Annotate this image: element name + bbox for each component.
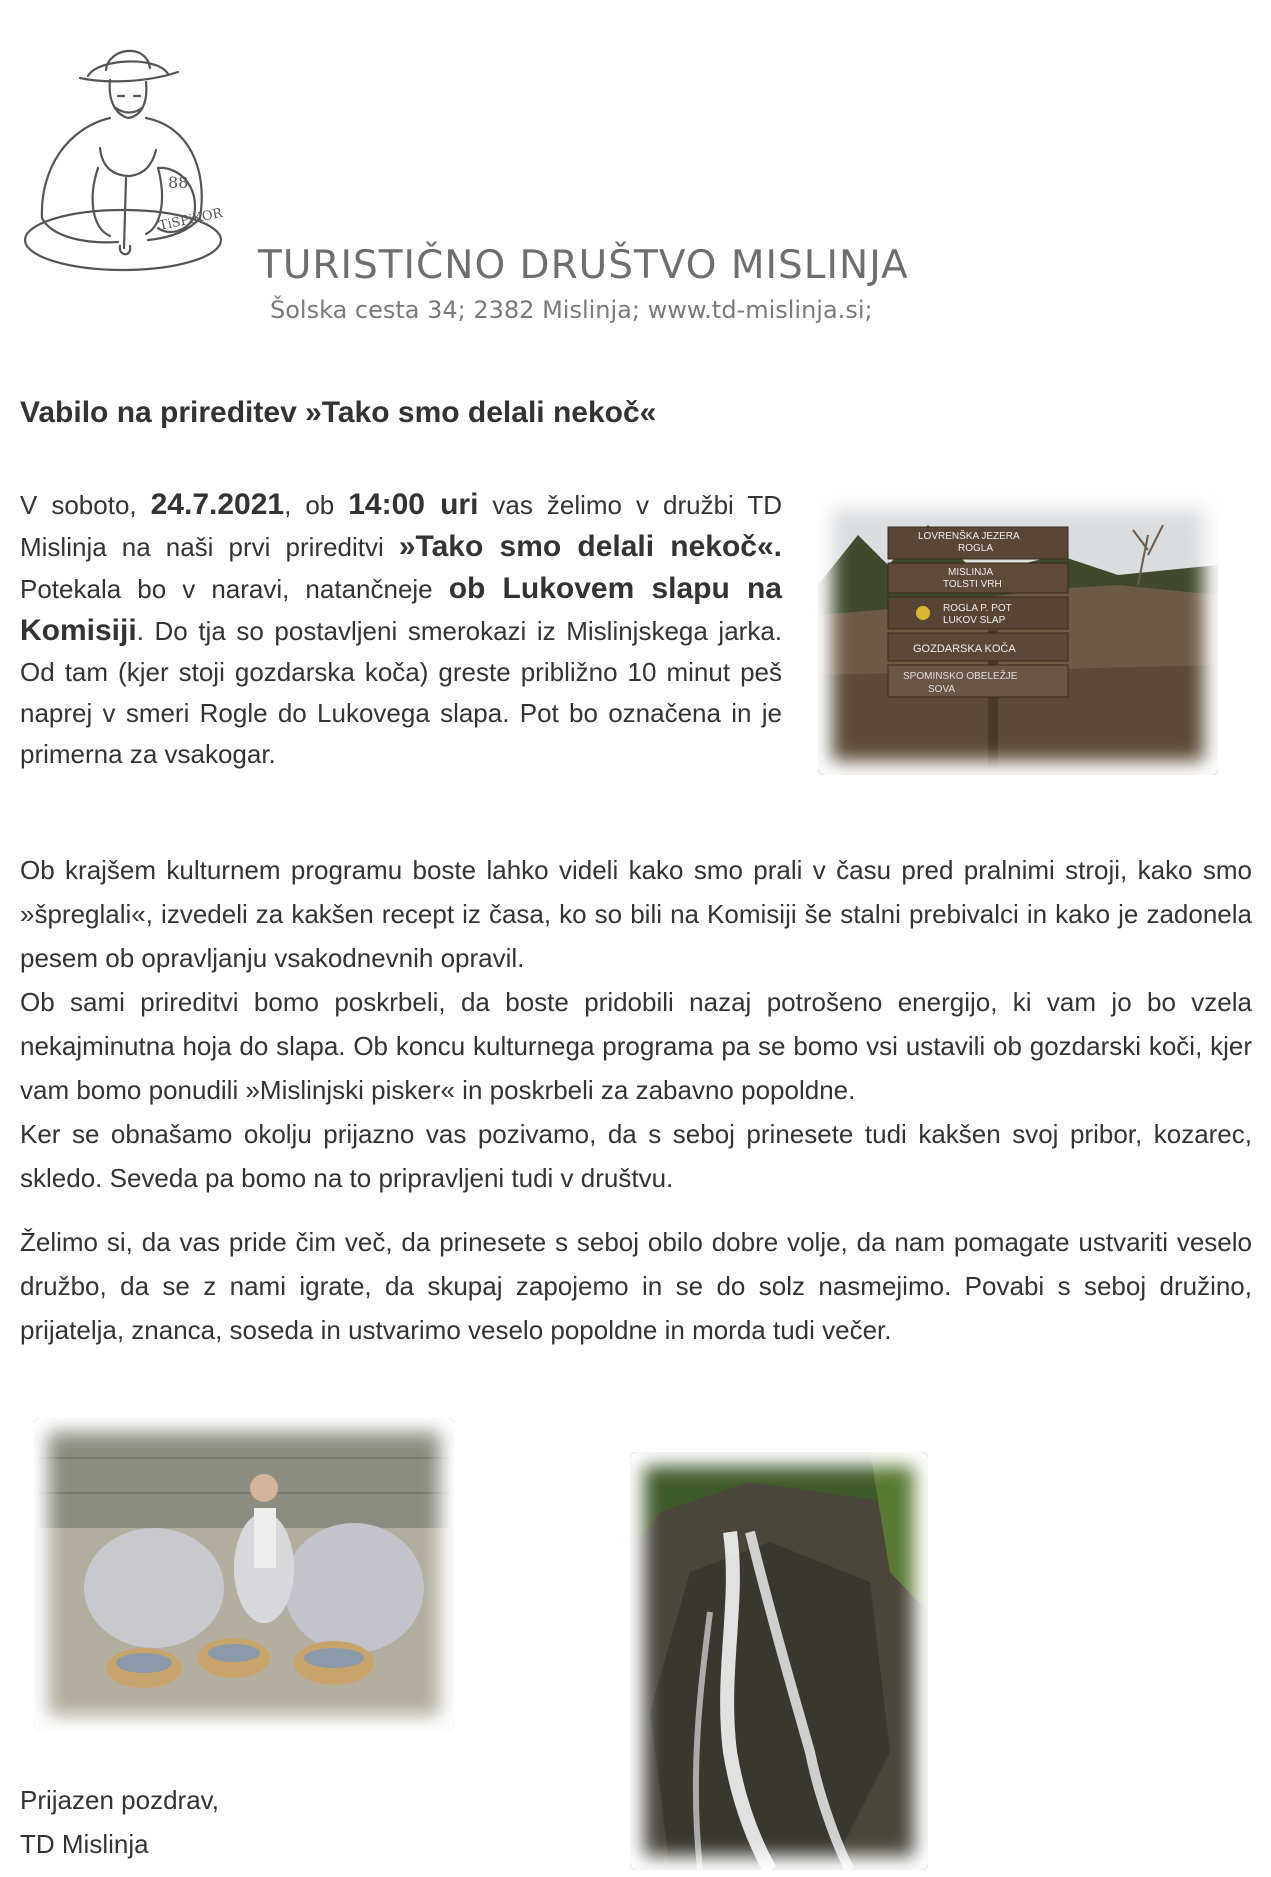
organization-name: TURISTIČNO DRUŠTVO MISLINJA: [258, 243, 909, 288]
sign-text: GOZDARSKA KOČA: [913, 643, 1016, 655]
event-time: 14:00 uri: [348, 488, 479, 521]
closing: [20, 1778, 219, 1866]
program-paragraph: [20, 848, 1252, 1200]
intro-text: , ob: [284, 490, 349, 520]
program-text: Ker se obnašamo okolju prijazno vas pozivamo, da s seboj prinesete tudi kakšen svoj pribor, kozarec, skledo. Seveda pa bomo na to pripravljeni tudi v društvu.: [20, 1119, 1252, 1193]
event-name: »Tako smo delali nekoč«.: [398, 530, 782, 563]
sign-text: MISLINJA: [948, 567, 994, 578]
signpost-photo: [818, 495, 1218, 775]
intro-text: V soboto,: [20, 490, 151, 520]
event-date: 24.7.2021: [150, 488, 285, 521]
washing-women-photo: [34, 1418, 454, 1730]
tispikor-logo-icon: [18, 18, 243, 276]
sign-text: LUKOV SLAP: [943, 615, 1006, 626]
intro-text: . Do tja so postavljeni smerokazi iz Mislinjskega jarka. Od tam (kjer stoji gozdarska koča) greste približno 10 minut peš naprej v smeri Rogle do Lukovega slapa. Pot bo označena in je primerna za vsakogar.: [20, 616, 782, 769]
sign-text: TOLSTI VRH: [943, 579, 1002, 590]
sign-text: SPOMINSKO OBELEŽJE: [903, 671, 1018, 682]
closing-greeting: Prijazen pozdrav,: [20, 1785, 219, 1815]
sign-text: SOVA: [928, 684, 956, 695]
program-text: Ob krajšem kulturnem programu boste lahko videli kako smo prali v času pred pralnimi stroji, kako smo »špreglali«, izvedeli za kakšen recept iz časa, ko so bili na Komisiji še stalni prebivalci in kako je zadonela pesem ob opravljanju vsakodnevnih opravil.: [20, 855, 1252, 973]
intro-text: Potekala bo v naravi, natančneje: [20, 574, 449, 604]
wishes-paragraph: Želimo si, da vas pride čim več, da prinesete s seboj obilo dobre volje, da nam pomagate ustvariti veselo družbo, da se z nami igrate, da skupaj zapojemo in se do solz nasmejimo. Povabi s seboj družino, prijatelja, znanca, soseda in ustvarimo veselo popoldne in morda tudi večer.: [20, 1227, 1252, 1345]
invitation-title: Vabilo na prireditev »Tako smo delali nekoč«: [20, 396, 657, 429]
closing-sender: TD Mislinja: [20, 1829, 149, 1859]
svg-text:88: 88: [168, 173, 189, 192]
svg-text:TiSPiKOR: TiSPiKOR: [157, 205, 224, 234]
event-location: ob Lukovem slapu na Komisiji: [20, 572, 782, 647]
waterfall-photo: [630, 1452, 928, 1870]
intro-text: vas želimo v družbi TD Mislinja na naši prvi prireditvi: [20, 490, 782, 562]
program-text: Ob sami prireditvi bomo poskrbeli, da boste pridobili nazaj potrošeno energijo, ki vam jo bo vzela nekajminutna hoja do slapa. Ob koncu kulturnega programa pa se bomo vsi ustavili ob gozdarski koči, kjer vam bomo ponudili »Mislinjski pisker« in poskrbeli za zabavno popoldne.: [20, 987, 1252, 1105]
sign-text: ROGLA: [958, 543, 994, 554]
organization-address: Šolska cesta 34; 2382 Mislinja; www.td-mislinja.si;: [270, 296, 873, 324]
intro-paragraph: [20, 484, 782, 775]
sign-text: ROGLA P. POT: [943, 603, 1012, 614]
sign-text: LOVRENŠKA JEZERA: [918, 531, 1020, 542]
